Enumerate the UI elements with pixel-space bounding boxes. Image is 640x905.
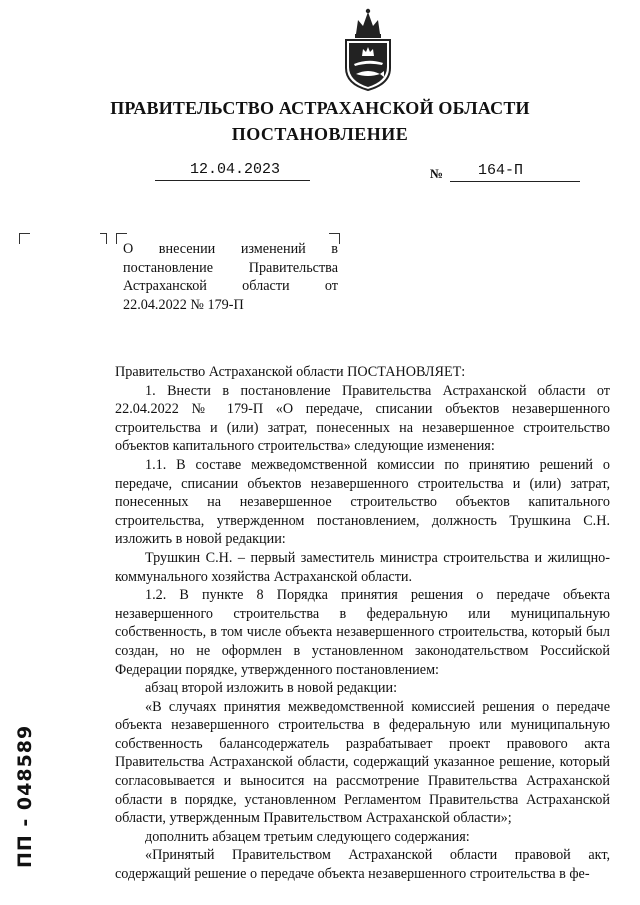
body-paragraph: 1. Внести в постановление Правительства Астраханской области от 22.04.2022 № 179-П «О передаче, списании объектов незавершенного строительства и (или) затрат, понесенных на незавершенное строительство объектов капитального строительства» следующие изменения: — [115, 382, 610, 455]
corner-mark — [19, 233, 30, 244]
body-paragraph: 1.1. В составе межведомственной комиссии по принятию решений о передаче, списании объектов незавершенного строительства и (или) затрат, понесенных на незавершенное строительство объектов капитального строительства, утвержденном постановлением, должность Трушкина С.Н. изложить в новой редакции: — [115, 456, 610, 548]
document-subject: О внесении изменений в постановление Правительства Астраханской области от 22.04.2022 № 179-П — [123, 241, 338, 313]
body-paragraph: Правительство Астраханской области ПОСТАНОВЛЯЕТ: — [115, 364, 466, 380]
document-number: 164-П — [478, 162, 524, 179]
astrakhan-coat-of-arms-icon — [336, 6, 400, 92]
body-paragraph: Трушкин С.Н. – первый заместитель министра строительства и жилищно-коммунального хозяйства Астраханской области. — [115, 549, 610, 585]
document-date: 12.04.2023 — [190, 161, 281, 178]
date-underline — [155, 180, 310, 181]
body-paragraph: «В случаях принятия межведомственной комиссией решения о передаче объекта незавершенного строительства в федеральную или муниципальную собственность балансодержатель разрабатывает проект правового акта Правительства Астраханской области, содержащий указанное решение, который согласовывается и выносится на рассмотрение Правительства Астраханской области в порядке, установленном Регламентом Правительства Астраханской области, утвержденным Правительством Астраханской области»; — [115, 698, 610, 827]
body-paragraph: 1.2. В пункте 8 Порядка принятия решения о передаче объекта незавершенного строительства в федеральную или муниципальную собственность, в том числе объекта незавершенного строительства, который был создан, но не оформлен в установленном законодательством Российской Федерации порядке, утвержденного постановлением: — [115, 587, 610, 678]
number-sign: № — [430, 166, 444, 181]
body-paragraph: «Принятый Правительством Астраханской области правовой акт, содержащий решение о передаче объекта незавершенного строительства в фе- — [115, 847, 610, 883]
document-type: ПОСТАНОВЛЕНИЕ — [231, 124, 409, 144]
number-underline — [450, 181, 580, 182]
side-stamp: ПП - 048589 — [14, 724, 36, 868]
body-paragraph: абзац второй изложить в новой редакции: — [145, 680, 398, 697]
document-body — [115, 363, 610, 884]
body-paragraph: дополнить абзацем третьим следующего содержания: — [145, 828, 470, 845]
government-title: ПРАВИТЕЛЬСТВО АСТРАХАНСКОЙ ОБЛАСТИ — [110, 98, 530, 118]
corner-mark — [100, 233, 107, 244]
